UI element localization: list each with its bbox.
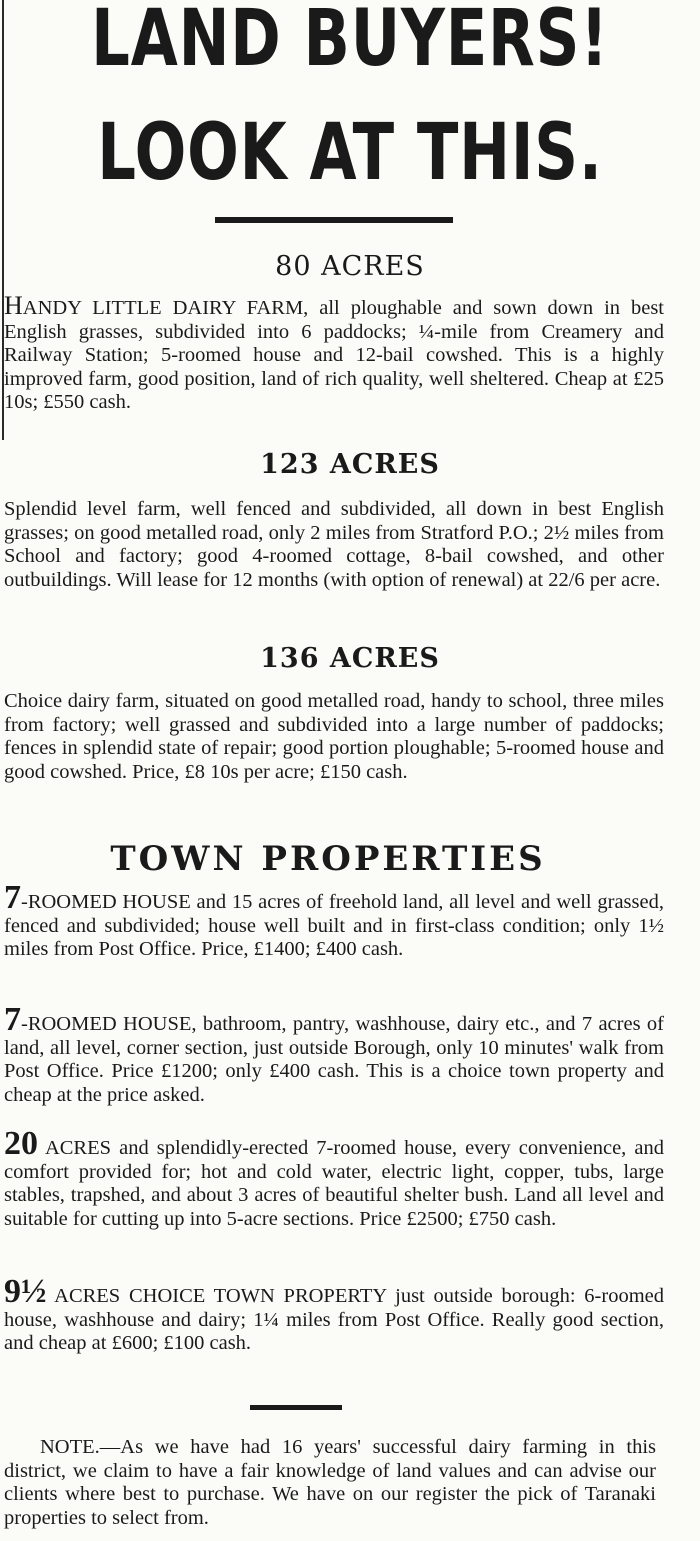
town-item-text: ACRES CHOICE TOWN PROPERTY just outside borough: 6-roomed house, washhouse and dairy; 1¼ miles from Post Office. Really good section, and cheap at £600; £100 cash.	[4, 1285, 664, 1354]
town-item-text: -ROOMED HOUSE, bathroom, pantry, washhouse, dairy etc., and 7 acres of land, all level, corner section, just outside Borough, only 10 minutes' walk from Post Office. Price £1200; only £400 cash. This is a choice town property and cheap at the price asked.	[4, 1013, 664, 1106]
listing-heading-136-acres: 136 ACRES	[260, 643, 440, 674]
town-item-3	[4, 1125, 664, 1231]
town-item-lead: 20	[4, 1125, 38, 1162]
closing-note: NOTE.—As we have had 16 years' successful dairy farming in this district, we claim to have a fair knowledge of land values and can advise our clients where best to purchase. We have on our register the pick of Taranaki properties to select from.	[4, 1436, 656, 1529]
listing-body-123-acres: Splendid level farm, well fenced and subdivided, all down in best English grasses; on good metalled road, only 2 miles from Stratford P.O.; 2½ miles from School and factory; good 4-roomed cottage, 8-bail cowshed, and other outbuildings. Will lease for 12 months (with option of renewal) at 22/6 per acre.	[4, 498, 664, 591]
town-item-lead: 7	[4, 879, 21, 916]
headline-line-2: LOOK AT THIS.	[97, 108, 603, 198]
town-item-1	[4, 879, 664, 962]
town-item-4	[4, 1273, 664, 1356]
listing-heading-123-acres: 123 ACRES	[260, 449, 440, 480]
headline-divider	[215, 217, 453, 223]
town-properties-heading: TOWN PROPERTIES	[110, 839, 546, 879]
town-item-text: ACRES and splendidly-erected 7-roomed house, every convenience, and comfort provided for; hot and cold water, electric light, copper, tubs, large stables, trapshed, and about 3 acres of beautiful shelter bush. Land all level and suitable for cutting up into 5-acre sections. Price £2500; £750 cash.	[4, 1137, 664, 1230]
listing-lead-letter: H	[4, 291, 23, 320]
town-item-2	[4, 1001, 664, 1107]
town-item-lead: 9½	[4, 1273, 47, 1310]
town-item-lead: 7	[4, 1001, 21, 1038]
listing-body-136-acres: Choice dairy farm, situated on good metalled road, handy to school, three miles from factory; well grassed and subdivided into a large number of paddocks; fences in splendid state of repair; good portion ploughable; 5-roomed house and good cowshed. Price, £8 10s per acre; £150 cash.	[4, 690, 664, 783]
listing-text: ANDY LITTLE DAIRY FARM, all ploughable and sown down in best English grasses, subdivided into 6 paddocks; ¼-mile from Creamery and Railway Station; 5-roomed house and 12-bail cowshed. This is a highly improved farm, good position, land of rich quality, well sheltered. Cheap at £25 10s; £550 cash.	[4, 297, 664, 413]
town-item-text: -ROOMED HOUSE and 15 acres of freehold land, all level and well grassed, fenced and subdivided; house well built and in first-class condition; only 1½ miles from Post Office. Price, £1400; £400 cash.	[4, 891, 664, 960]
listing-heading-80-acres: 80 ACRES	[275, 251, 425, 282]
note-divider	[250, 1405, 342, 1410]
listing-body-80-acres	[4, 291, 664, 415]
headline-line-1: LAND BUYERS!	[91, 0, 609, 84]
